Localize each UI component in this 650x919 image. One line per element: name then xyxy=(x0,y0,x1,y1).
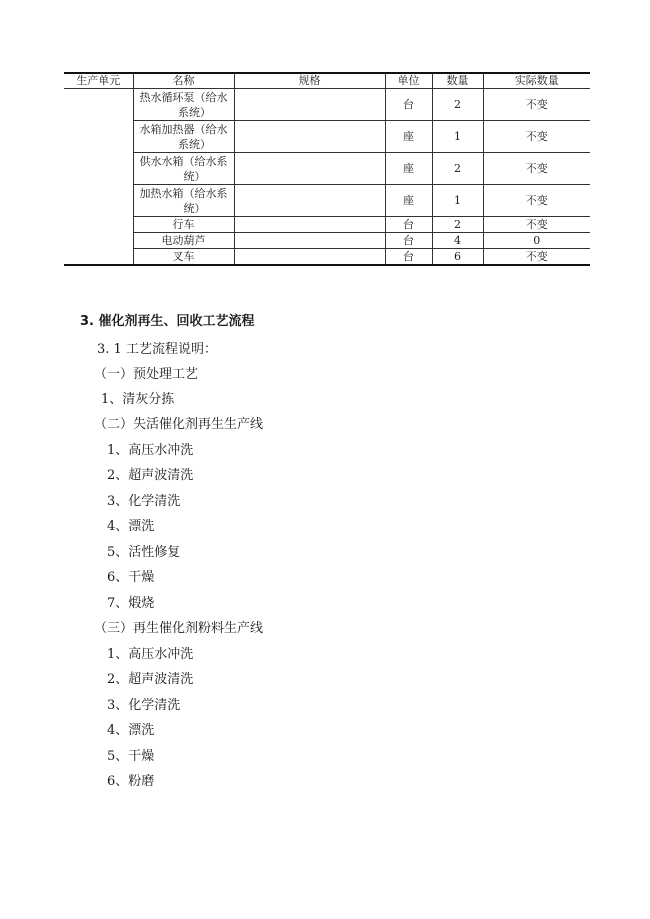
table-row xyxy=(64,185,590,217)
list-item: 1、高压水冲洗 xyxy=(107,647,194,662)
row-name: 行车 xyxy=(133,217,234,233)
table-row xyxy=(64,233,590,249)
row-actual: 不变 xyxy=(483,185,590,217)
row-name-line1: 水箱加热器（给水 xyxy=(139,122,228,136)
list-item: 2、超声波清洗 xyxy=(107,468,194,483)
row-name-line1: 供水水箱（给水系 xyxy=(139,154,228,168)
row-uom: 台 xyxy=(385,89,432,121)
table-header-row xyxy=(64,73,590,89)
row-uom: 台 xyxy=(385,249,432,266)
list-item: （二）失活催化剂再生生产线 xyxy=(94,417,264,432)
section-heading: 3. 催化剂再生、回收工艺流程 xyxy=(80,314,255,329)
row-qty: 4 xyxy=(432,233,483,249)
row-spec xyxy=(234,89,385,121)
table-row xyxy=(64,249,590,266)
row-qty: 1 xyxy=(432,121,483,153)
section-subheading: 3. 1 工艺流程说明： xyxy=(97,342,217,357)
row-qty: 6 xyxy=(432,249,483,266)
row-spec xyxy=(234,217,385,233)
row-actual: 0 xyxy=(483,233,590,249)
row-name xyxy=(133,89,234,121)
table-row xyxy=(64,217,590,233)
header-uom: 单位 xyxy=(385,73,432,89)
row-name-line2: 统） xyxy=(183,201,206,215)
row-qty: 2 xyxy=(432,153,483,185)
row-spec xyxy=(234,249,385,266)
row-spec xyxy=(234,233,385,249)
row-uom: 台 xyxy=(385,217,432,233)
row-name-line2: 系统） xyxy=(178,137,211,151)
row-uom: 座 xyxy=(385,153,432,185)
row-qty: 2 xyxy=(432,217,483,233)
table-row xyxy=(64,121,590,153)
row-name-line2: 系统） xyxy=(178,105,211,119)
row-qty: 2 xyxy=(432,89,483,121)
row-name-line2: 统） xyxy=(183,169,206,183)
row-actual: 不变 xyxy=(483,153,590,185)
row-name xyxy=(133,121,234,153)
row-actual: 不变 xyxy=(483,217,590,233)
row-uom: 座 xyxy=(385,121,432,153)
unit-cell-empty xyxy=(64,89,133,266)
list-item: 5、干燥 xyxy=(107,749,155,764)
row-name xyxy=(133,153,234,185)
equipment-table xyxy=(64,72,590,266)
row-spec xyxy=(234,121,385,153)
row-uom: 台 xyxy=(385,233,432,249)
list-item: 3、化学清洗 xyxy=(107,494,181,509)
header-spec: 规格 xyxy=(234,73,385,89)
list-item: 5、活性修复 xyxy=(107,545,181,560)
list-item: 6、干燥 xyxy=(107,570,155,585)
list-item: 2、超声波清洗 xyxy=(107,672,194,687)
header-unit: 生产单元 xyxy=(64,73,133,89)
list-item: 1、清灰分拣 xyxy=(101,392,175,407)
row-uom: 座 xyxy=(385,185,432,217)
list-item: 6、粉磨 xyxy=(107,774,155,789)
row-name-line1: 热水循环泵（给水 xyxy=(139,90,228,104)
list-item: 1、高压水冲洗 xyxy=(107,443,194,458)
list-item: 3、化学清洗 xyxy=(107,698,181,713)
row-name-line1: 加热水箱（给水系 xyxy=(139,186,228,200)
row-qty: 1 xyxy=(432,185,483,217)
list-item: （三）再生催化剂粉料生产线 xyxy=(94,621,264,636)
row-spec xyxy=(234,185,385,217)
list-item: 7、煅烧 xyxy=(107,596,155,611)
header-name: 名称 xyxy=(133,73,234,89)
list-item: 4、漂洗 xyxy=(107,519,155,534)
row-name: 电动葫芦 xyxy=(133,233,234,249)
row-name xyxy=(133,185,234,217)
list-item: （一）预处理工艺 xyxy=(94,367,199,382)
row-actual: 不变 xyxy=(483,89,590,121)
row-name: 叉车 xyxy=(133,249,234,266)
row-actual: 不变 xyxy=(483,121,590,153)
row-spec xyxy=(234,153,385,185)
header-quantity: 数量 xyxy=(432,73,483,89)
header-actual: 实际数量 xyxy=(483,73,590,89)
row-actual: 不变 xyxy=(483,249,590,266)
table-row xyxy=(64,89,590,121)
table-row xyxy=(64,153,590,185)
list-item: 4、漂洗 xyxy=(107,723,155,738)
